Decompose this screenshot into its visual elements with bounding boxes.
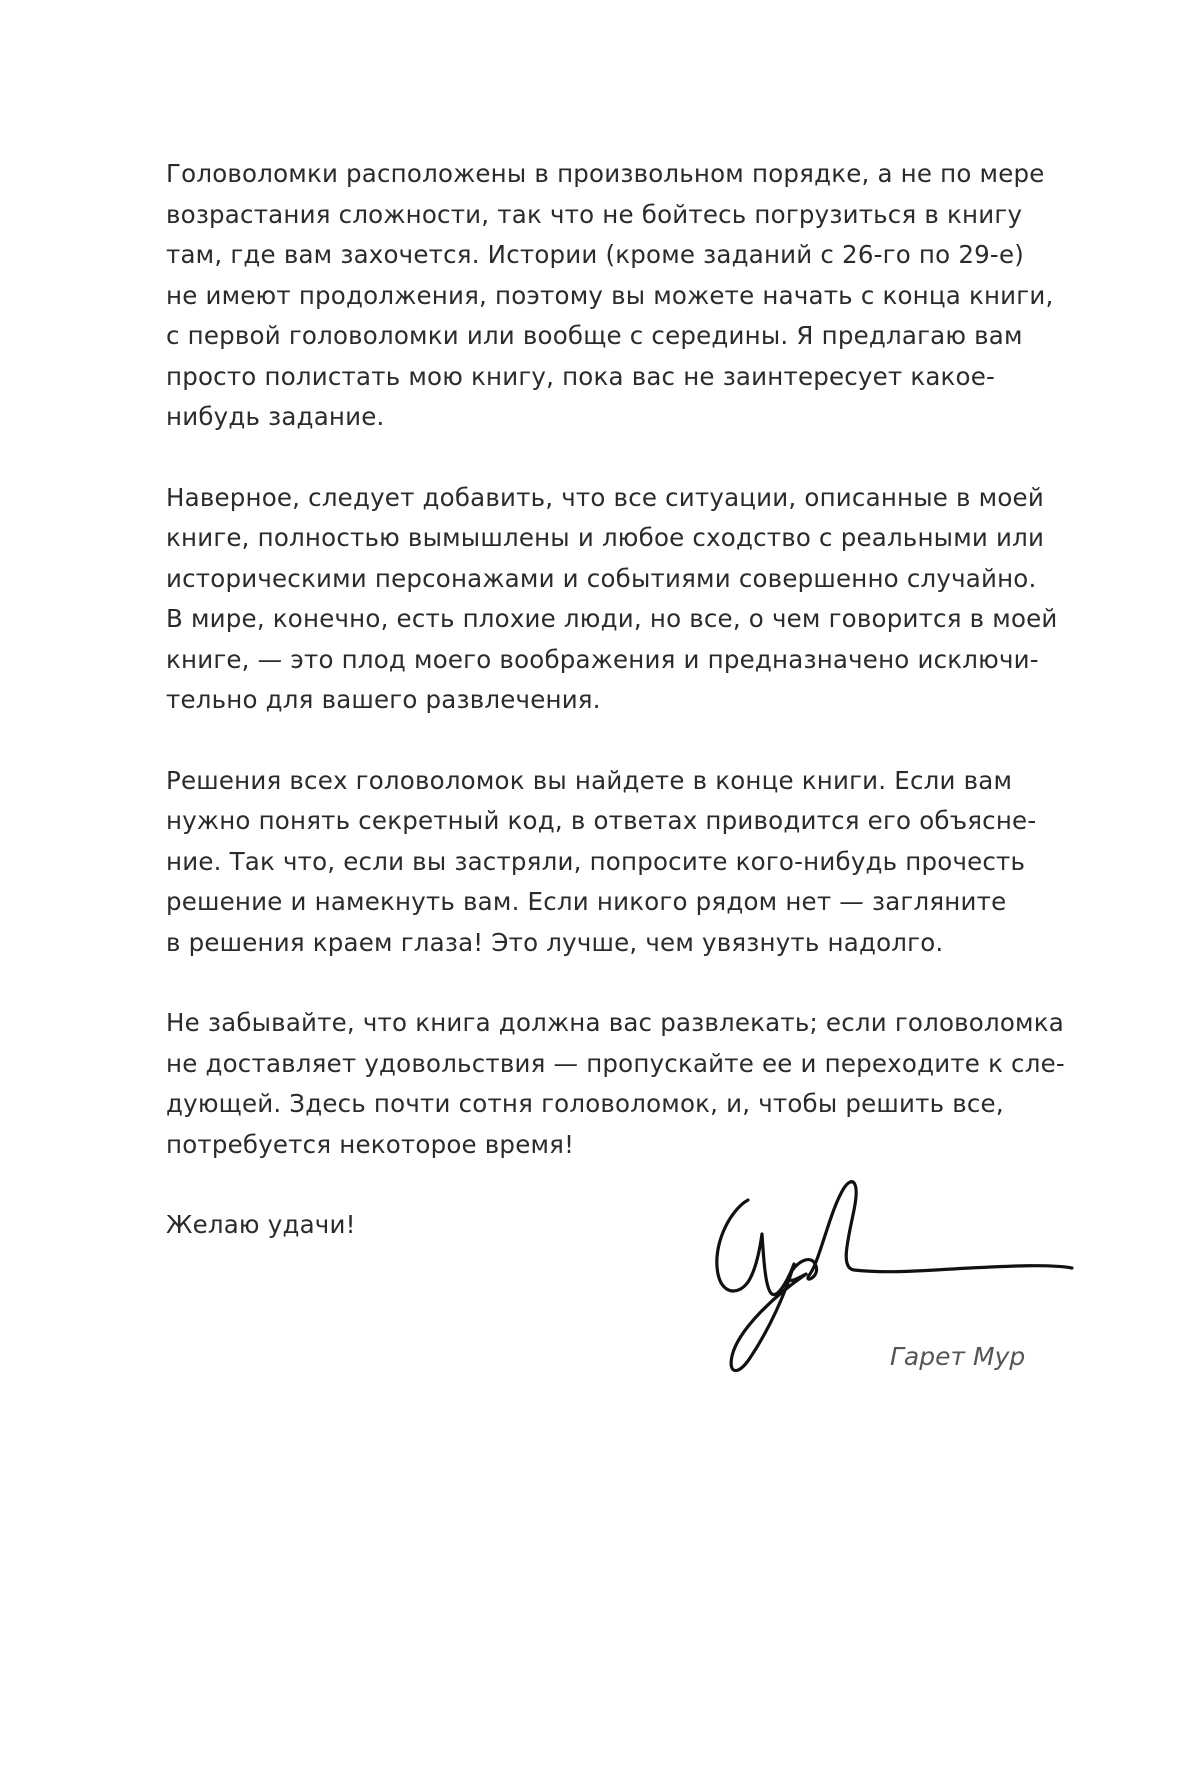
text-line: возрастания сложности, так что не бойтесь погрузиться в книгу bbox=[166, 199, 1023, 229]
text-line: книге, — это плод моего воображения и предназначено исключи- bbox=[166, 644, 1039, 674]
text-line: Решения всех головоломок вы найдете в конце книги. Если вам bbox=[166, 765, 1013, 795]
text-line: историческими персонажами и событиями совершенно случайно. bbox=[166, 563, 1037, 593]
text-line: нибудь задание. bbox=[166, 402, 385, 431]
text-line: в решения краем глаза! Это лучше, чем увязнуть надолго. bbox=[166, 927, 944, 957]
paragraph-order bbox=[166, 154, 1078, 438]
text-line: нужно понять секретный код, в ответах приводится его объясне- bbox=[166, 806, 1037, 835]
text-line: Не забывайте, что книга должна вас развлекать; если головоломка bbox=[166, 1008, 1064, 1037]
paragraph-solutions bbox=[166, 761, 1078, 964]
text-line: просто полистать мою книгу, пока вас не заинтересует какое- bbox=[166, 361, 996, 391]
text-line: не имеют продолжения, поэтому вы можете начать с конца книги, bbox=[166, 280, 1054, 310]
paragraph-disclaimer bbox=[166, 478, 1078, 721]
text-line: с первой головоломки или вообще с середины. Я предлагаю вам bbox=[166, 321, 1023, 350]
closing-line: Желаю удачи! bbox=[166, 1210, 356, 1239]
author-name: Гарет Мур bbox=[890, 1342, 1026, 1371]
text-line: решение и намекнуть вам. Если никого рядом нет — загляните bbox=[166, 887, 1007, 916]
text-line: потребуется некоторое время! bbox=[166, 1129, 575, 1159]
text-line: там, где вам захочется. Истории (кроме заданий с 26-го по 29-е) bbox=[166, 240, 1024, 269]
text-line: тельно для вашего развлечения. bbox=[166, 685, 601, 714]
text-line: ние. Так что, если вы застряли, попросите кого-нибудь прочесть bbox=[166, 846, 1026, 876]
text-line: не доставляет удовольствия — пропускайте ее и переходите к сле- bbox=[166, 1048, 1065, 1078]
text-line: дующей. Здесь почти сотня головоломок, и, чтобы решить все, bbox=[166, 1089, 1004, 1118]
paragraph-fun bbox=[166, 1003, 1078, 1165]
text-line: Головоломки расположены в произвольном порядке, а не по мере bbox=[166, 159, 1045, 188]
text-line: книге, полностью вымышлены и любое сходство с реальными или bbox=[166, 523, 1045, 552]
text-line: В мире, конечно, есть плохие люди, но все, о чем говорится в моей bbox=[166, 604, 1058, 633]
text-line: Наверное, следует добавить, что все ситуации, описанные в моей bbox=[166, 482, 1044, 512]
body-text bbox=[166, 154, 1078, 1286]
